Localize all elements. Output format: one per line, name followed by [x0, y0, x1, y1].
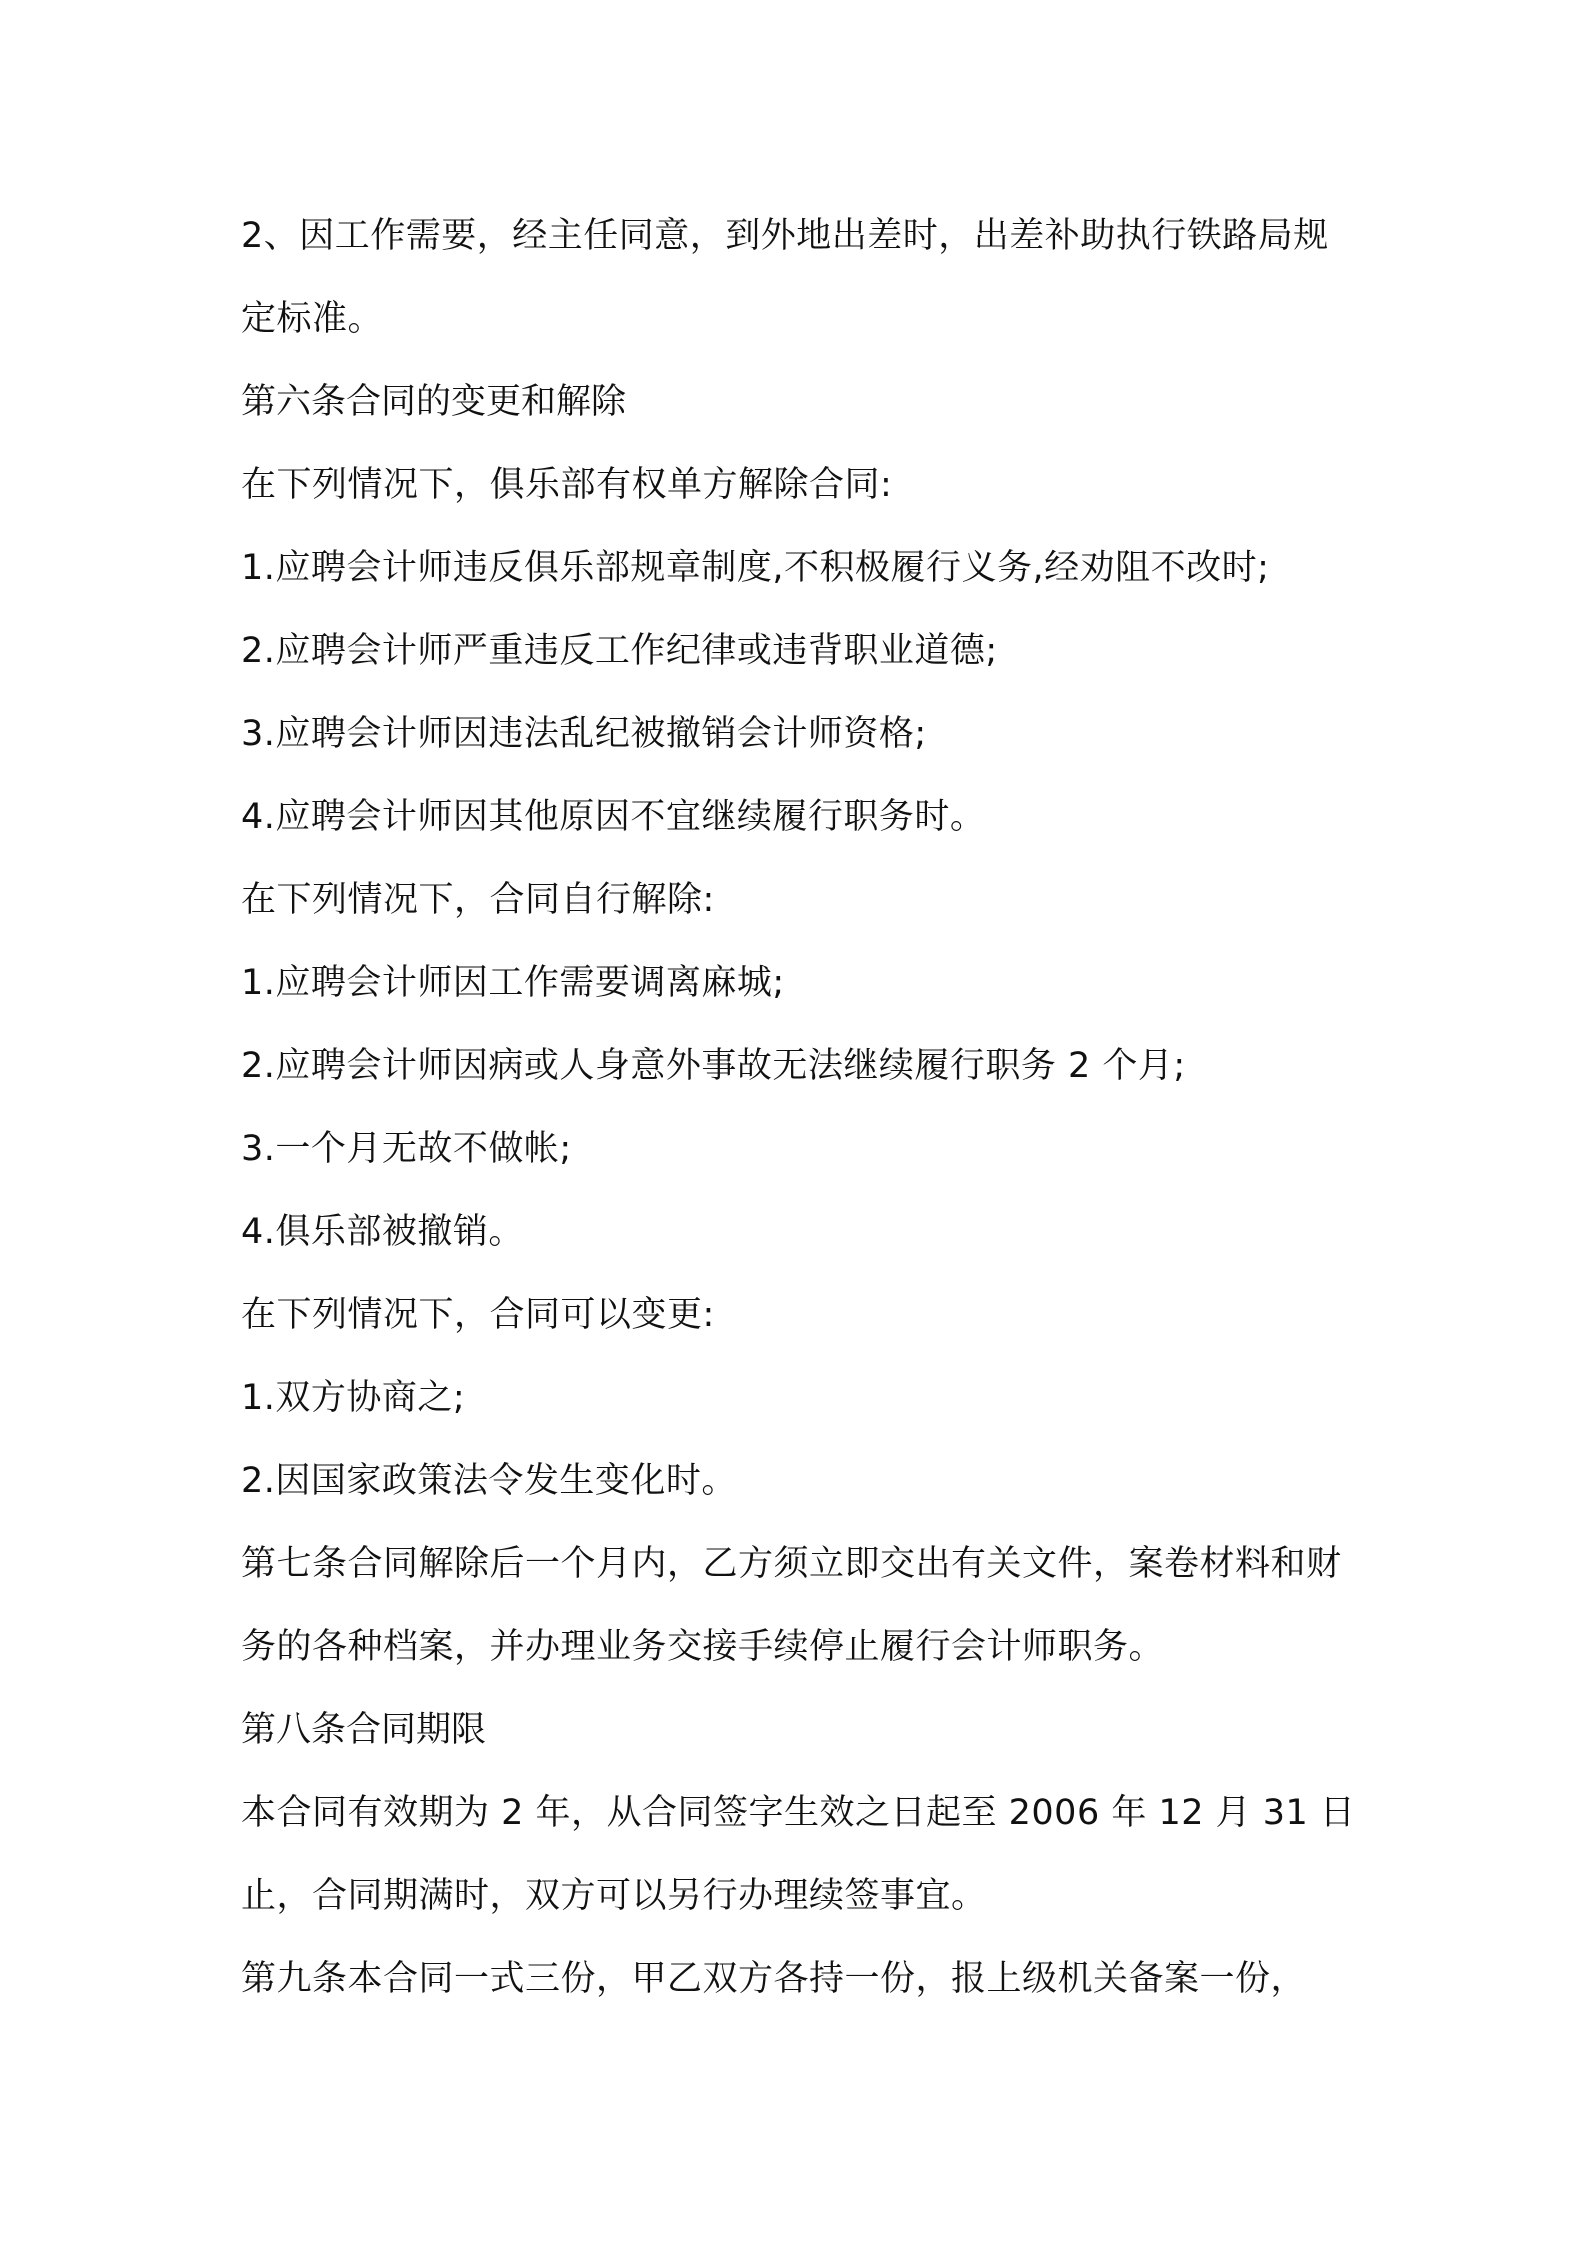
- list-item-modification-1: 1.双方协商之;: [241, 1378, 466, 1418]
- list-item-termination-3: 3.应聘会计师因违法乱纪被撤销会计师资格;: [241, 714, 927, 754]
- paragraph-article-9: 第九条本合同一式三份，甲乙双方各持一份，报上级机关备案一份，: [241, 1959, 1307, 1999]
- paragraph-unilateral-termination-intro: 在下列情况下，俱乐部有权单方解除合同:: [241, 465, 893, 505]
- list-item-auto-termination-4: 4.俱乐部被撤销。: [241, 1212, 524, 1252]
- paragraph-article-7: 第七条合同解除后一个月内，乙方须立即交出有关文件，案卷材料和财务的各种档案，并办理业务交接手续停止履行会计师职务。: [241, 1544, 1342, 1667]
- paragraph-travel-allowance: 2、因工作需要，经主任同意，到外地出差时，出差补助执行铁路局规定标准。: [241, 216, 1329, 339]
- list-item-termination-1: 1.应聘会计师违反俱乐部规章制度,不积极履行义务,经劝阻不改时;: [241, 548, 1270, 588]
- paragraph-automatic-termination-intro: 在下列情况下，合同自行解除:: [241, 880, 715, 920]
- list-item-termination-4: 4.应聘会计师因其他原因不宜继续履行职务时。: [241, 797, 986, 837]
- list-item-modification-2: 2.因国家政策法令发生变化时。: [241, 1461, 737, 1501]
- list-item-auto-termination-2: 2.应聘会计师因病或人身意外事故无法继续履行职务 2 个月;: [241, 1046, 1186, 1086]
- list-item-auto-termination-1: 1.应聘会计师因工作需要调离麻城;: [241, 963, 785, 1003]
- list-item-termination-2: 2.应聘会计师严重违反工作纪律或违背职业道德;: [241, 631, 998, 671]
- paragraph-contract-term: 本合同有效期为 2 年，从合同签字生效之日起至 2006 年 12 月 31 日止，合同期满时，双方可以另行办理续签事宜。: [241, 1793, 1356, 1916]
- section-heading-article-6: 第六条合同的变更和解除: [241, 382, 627, 422]
- document-body: [241, 195, 1361, 2021]
- section-heading-article-8: 第八条合同期限: [241, 1710, 487, 1750]
- paragraph-modification-intro: 在下列情况下，合同可以变更:: [241, 1295, 715, 1335]
- list-item-auto-termination-3: 3.一个月无故不做帐;: [241, 1129, 572, 1169]
